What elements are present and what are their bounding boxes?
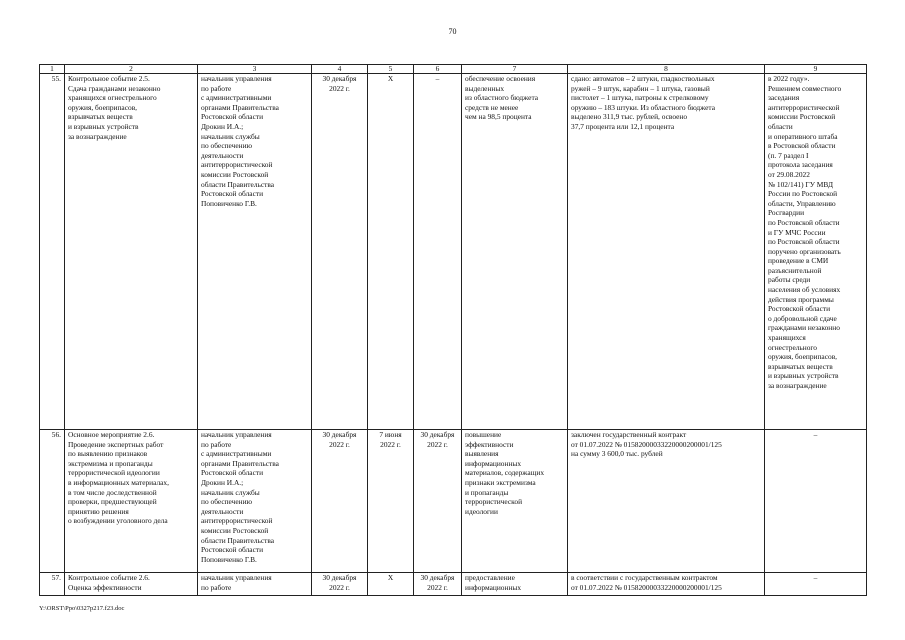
header-cell: 7 — [462, 65, 568, 74]
actual-end: 30 декабря 2022 г. — [414, 430, 462, 573]
responsible: начальник управления по работе — [198, 573, 312, 596]
header-cell: 1 — [40, 65, 65, 74]
table-row — [40, 573, 867, 596]
row-number: 57. — [40, 573, 65, 596]
event-name: Контрольное событие 2.6. Оценка эффективности — [65, 573, 198, 596]
actual-end: – — [414, 74, 462, 430]
actual-result: в соответствии с государственным контрактом от 01.07.2022 № 01582000033220000200001/125 — [568, 573, 765, 596]
actual-result: сдано: автоматов – 2 штуки, гладкоствольных ружей – 9 штук, карабин – 1 штука, газовый пистолет – 1 штука, патроны к стрелковому оружию – 183 штуки. Из областного бюджета выделено 311,9 тыс. рублей, освоено 37,7 процента или 12,1 процента — [568, 74, 765, 430]
table-row — [40, 430, 867, 573]
header-cell: 9 — [765, 65, 867, 74]
actual-end: 30 декабря 2022 г. — [414, 573, 462, 596]
header-cell: 4 — [312, 65, 368, 74]
file-path-footer: Y:\ORST\Ppo\0327p217.f23.doc — [39, 605, 125, 612]
expected-result: предоставление информационных — [462, 573, 568, 596]
page-number: 70 — [448, 27, 457, 36]
header-cell: 2 — [65, 65, 198, 74]
planned-date: 30 декабря 2022 г. — [312, 74, 368, 430]
responsible: начальник управления по работе с административными органами Правительства Ростовской области Дрокин И.А.; начальник службы по обеспечению деятельности антитеррористической комиссии Ростовской области Правительства Ростовской области Поповиченко Г.В. — [198, 74, 312, 430]
planned-date: 30 декабря 2022 г. — [312, 430, 368, 573]
header-row — [40, 65, 867, 74]
header-cell: 8 — [568, 65, 765, 74]
row-number: 56. — [40, 430, 65, 573]
actual-start: 7 июня 2022 г. — [368, 430, 414, 573]
notes: – — [765, 430, 867, 573]
row-number: 55. — [40, 74, 65, 430]
report-table — [39, 64, 867, 596]
header-cell: 3 — [198, 65, 312, 74]
expected-result: обеспечение освоения выделенных из областного бюджета средств не менее чем на 98,5 процента — [462, 74, 568, 430]
actual-start: X — [368, 74, 414, 430]
notes: – — [765, 573, 867, 596]
expected-result: повышение эффективности выявления информационных материалов, содержащих признаки экстремизма и пропаганды террористической идеологии — [462, 430, 568, 573]
planned-date: 30 декабря 2022 г. — [312, 573, 368, 596]
actual-result: заключен государственный контракт от 01.07.2022 № 01582000033220000200001/125 на сумму 3 600,0 тыс. рублей — [568, 430, 765, 573]
notes: в 2022 году». Решением совместного заседания антитеррористической комиссии Ростовской области и оперативного штаба в Ростовской области (п. 7 раздел I протокола заседания от 29.08.2022 № 102/141) ГУ МВД России по Ростовской области, Управлению Росгвардии по Ростовской области и ГУ МЧС России по Ростовской области поручено организовать проведение в СМИ разъяснительной работы среди населения об условиях действия программы Ростовской области о добровольной сдаче гражданами незаконно хранящихся огнестрельного оружия, боеприпасов, взрывчатых веществ и взрывных устройств за вознаграждение — [765, 74, 867, 430]
event-name: Контрольное событие 2.5. Сдача гражданами незаконно хранящихся огнестрельного оружия, боеприпасов, взрывчатых веществ и взрывных устройств за вознаграждение — [65, 74, 198, 430]
actual-start: X — [368, 573, 414, 596]
header-cell: 6 — [414, 65, 462, 74]
event-name: Основное мероприятие 2.6. Проведение экспертных работ по выявлению признаков экстремизма и пропаганды террористической идеологии в информационных материалах, в том числе доследственной проверки, предшествующей принятию решения о возбуждении уголовного дела — [65, 430, 198, 573]
responsible: начальник управления по работе с административными органами Правительства Ростовской области Дрокин И.А.; начальник службы по обеспечению деятельности антитеррористической комиссии Ростовской области Правительства Ростовской области Поповиченко Г.В. — [198, 430, 312, 573]
header-cell: 5 — [368, 65, 414, 74]
table-row — [40, 74, 867, 430]
